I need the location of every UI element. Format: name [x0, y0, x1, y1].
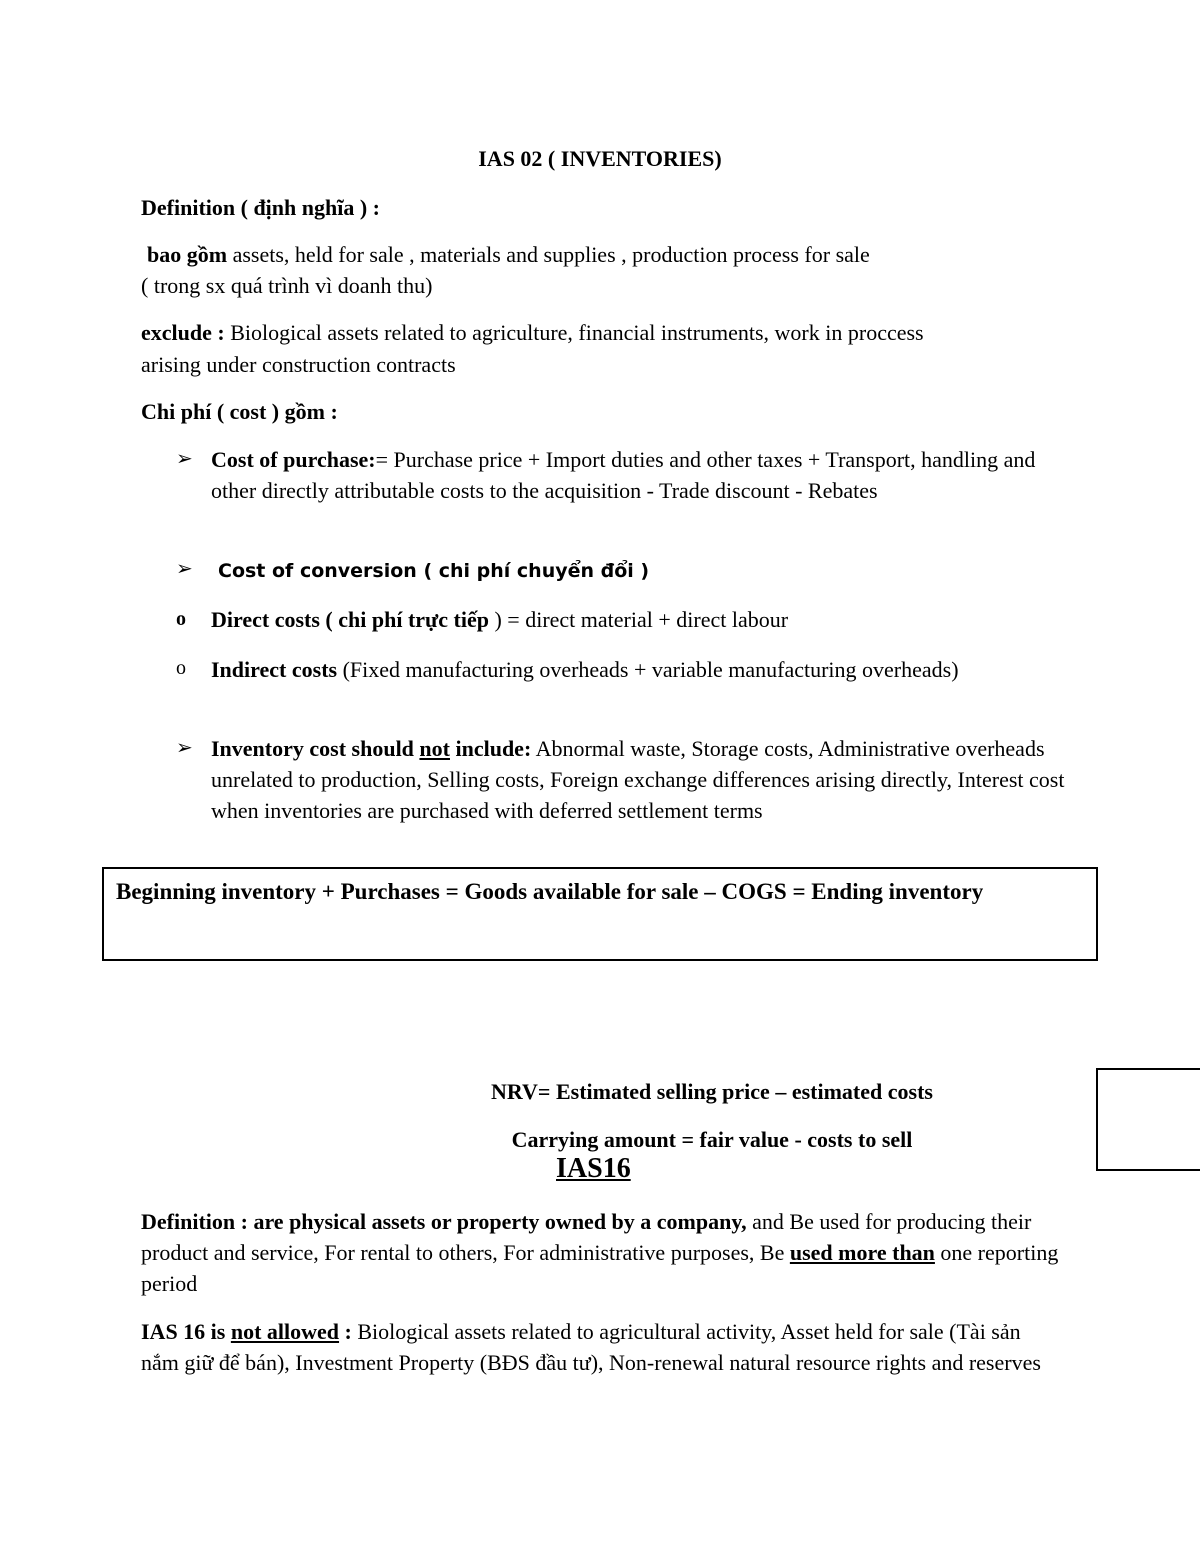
conversion-item: Cost of conversion ( chi phí chuyển đổi ) [218, 560, 650, 582]
exclude-paragraph: exclude : Biological assets related to agriculture, financial instruments, work in proccess [141, 320, 924, 345]
nrv-formula: NRV= Estimated selling price – estimated costs [491, 1079, 933, 1104]
direct-costs-item: Direct costs ( chi phí trực tiếp ) = direct material + direct labour [211, 607, 789, 632]
exclude-label: exclude : [141, 320, 225, 345]
arrow-bullet-icon: ➢ [176, 448, 193, 470]
includes-paragraph: bao gồm assets, held for sale , materials and supplies , production process for sale [147, 242, 870, 267]
circle-bullet-icon: o [176, 608, 186, 630]
purchase-label: Cost of purchase: [211, 447, 376, 472]
includes-line2: ( trong sx quá trình vì doanh thu) [141, 273, 433, 298]
inventory-formula: Beginning inventory + Purchases = Goods available for sale – COGS = Ending inventory [116, 879, 984, 904]
arrow-bullet-icon: ➢ [176, 737, 193, 759]
indirect-costs-item: Indirect costs (Fixed manufacturing overheads + variable manufacturing overheads) [211, 657, 959, 682]
exclude-line2: arising under construction contracts [141, 352, 456, 377]
definition-heading: Definition ( định nghĩa ) : [141, 195, 380, 220]
ias02-title: IAS 02 ( INVENTORIES) [478, 146, 722, 171]
ias16-title: IAS16 [556, 1153, 631, 1184]
purchase-item: Cost of purchase:= Purchase price + Import duties and other taxes + Transport, handling and other directly attributable costs to the acquisition - Trade discount - Rebates [211, 447, 1036, 503]
exclusion-item: Inventory cost should not include: Abnormal waste, Storage costs, Administrative overheads unrelated to production, Selling costs, Foreign exchange differences arising directly, Interest cost when inventories are purchased with deferred settlement terms [211, 736, 1065, 823]
carrying-amount-formula: Carrying amount = fair value - costs to sell [511, 1127, 913, 1152]
ias16-not-allowed: IAS 16 is not allowed : Biological assets related to agricultural activity, Asset held for sale (Tài sản nắm giữ để bán), Investment Property (BĐS đầu tư), Non-renewal natural resource rights and reserves [141, 1319, 1041, 1375]
circle-bullet-icon: o [176, 657, 186, 679]
ias16-definition: Definition : are physical assets or property owned by a company, and Be used for producing their product and service, For rental to others, For administrative purposes, Be used more than one reporting period [141, 1209, 1059, 1296]
cost-heading: Chi phí ( cost ) gồm : [141, 399, 338, 424]
arrow-bullet-icon: ➢ [176, 558, 193, 580]
includes-label: bao gồm [147, 242, 228, 267]
